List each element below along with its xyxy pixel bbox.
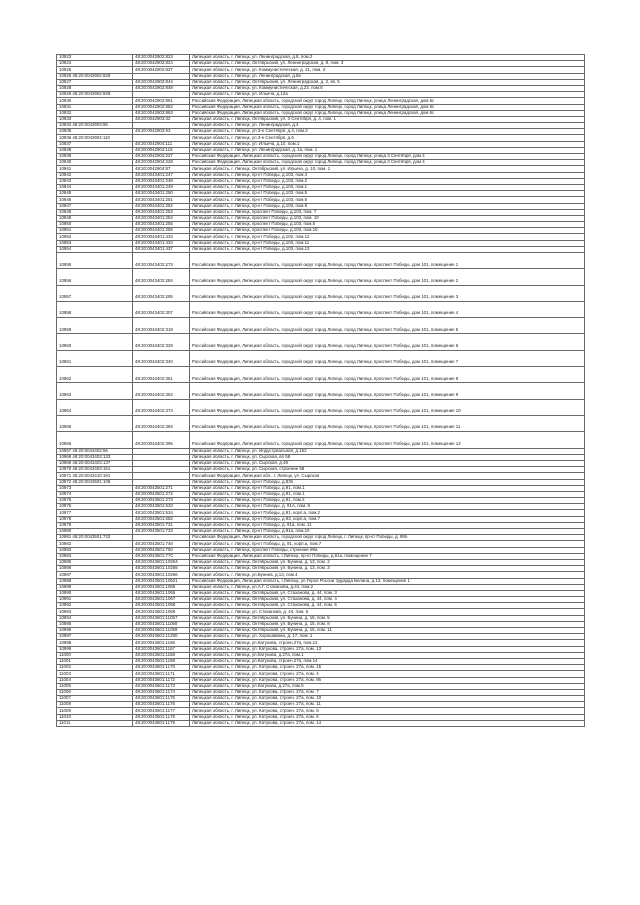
cell-id: 10971 48:20:0043410:191 (57, 473, 133, 479)
cell-id: 11001 (57, 658, 133, 664)
cell-cadastral-number: 48:20:0042904:116 (133, 147, 190, 153)
cell-cadastral-number: 48:20:0043601:1174 (133, 689, 190, 695)
cell-address: Липецкая область, г. Липецк, ул. Катукова, строен. 27а, пом. 15 (190, 665, 585, 671)
cell-id: 10929 48:20:0042902:849 (57, 92, 133, 98)
cell-cadastral-number: 48:20:0043402:340 (133, 350, 190, 366)
cell-address: Российская Федерация, Липецкая область, городской округ город Липецк, город Липецк, проспект Победы, дом 101, помещение 2 (190, 269, 585, 285)
registry-table-body (57, 55, 585, 727)
cell-id: 10987 (57, 572, 133, 578)
cell-cadastral-number: 48:20:0043401:255 (133, 222, 190, 228)
cell-address: Липецкая область, г. Липецк, Октябрьский, ул. Стаханова, д. 44, пом. 4 (190, 597, 585, 603)
table-row (57, 253, 585, 269)
cell-address: Липецкая область, г. Липецк, ул. Ленинградская, д. 1а, пом. 1 (190, 147, 585, 153)
cell-cadastral-number: 48:20:0042902:824 (133, 61, 190, 67)
cell-id: 10980 (57, 529, 133, 535)
cell-id: 10926 48:20:0042902:828 (57, 73, 133, 79)
cell-id: 10967 48:20:0043402:56 (57, 448, 133, 454)
cell-address: Липецкая область, г. Липецк, ул. Катукова, строен. 27а, пом. 10 (190, 696, 585, 702)
cell-id: 11009 (57, 708, 133, 714)
cell-cadastral-number: 48:20:0043402:373 (133, 399, 190, 415)
cell-address: Липецкая область, г. Липецк, ул. Катукова, строен. 27а, пом. 14 (190, 720, 585, 726)
cell-cadastral-number: 48:20:0043402:384 (133, 415, 190, 431)
cell-id: 11004 (57, 677, 133, 683)
cell-address: Липецкая область, г. Липецк, ул. Катукова, строен. 27а, пом. 8 (190, 708, 585, 714)
cell-address: Российская Федерация, Липецкая область, городской округ город Липецк, город Липецк, улица Ленинградская, дом 6с (190, 98, 585, 104)
cell-address: Липецкая область, г. Липецк, Октябрьский, ул. Бунина, д. 13, пом. 3 (190, 566, 585, 572)
cell-id: 10945 (57, 191, 133, 197)
cell-cadastral-number: 48:20:0043601:10621 (133, 578, 190, 584)
cell-address: Липецкая область, г. Липецк, пр-кт Победы, д. 91А, пом. 8 (190, 504, 585, 510)
cell-id: 10973 (57, 485, 133, 491)
cell-id: 10936 48:20:0042904:110 (57, 135, 133, 141)
cell-cadastral-number: 48:20:0043501:533 (133, 504, 190, 510)
cell-id: 10944 (57, 184, 133, 190)
cell-id: 10933 (57, 116, 133, 122)
cell-id: 10988 (57, 578, 133, 584)
cell-id: 10986 (57, 566, 133, 572)
cell-address: Липецкая область, г. Липецк, Октябрьский, ул. Стаханова, д. 44, пом. 5 (190, 603, 585, 609)
cell-id: 10996 (57, 628, 133, 634)
cell-cadastral-number: 48:20:0042904:227 (133, 154, 190, 160)
cell-address: Липецкая область, г. Липецк, ул.3-е Сентября, д.6 (190, 135, 585, 141)
cell-address: Липецкая область, г. Липецк, пр-кт Победы, д.91, корп.а, пом.2 (190, 510, 585, 516)
cell-id: 10949 (57, 215, 133, 221)
cell-cadastral-number: 48:20:0043601:1169 (133, 658, 190, 664)
cell-cadastral-number: 48:20:0043601:11290 (133, 634, 190, 640)
cell-cadastral-number: 48:20:0042902:863 (133, 110, 190, 116)
cell-cadastral-number: 48:20:0043601:10265 (133, 566, 190, 572)
cell-address: Липецкая область, г. Липецк, ул. Ильича, д.12а (190, 92, 585, 98)
cell-address: Липецкая область, г. Липецк, проспект Победы, строение 89а (190, 547, 585, 553)
cell-address: Российская Федерация, Липецкая область, городской округ город Липецк, город Липецк, улица 3 Сентября, дом 4 (190, 160, 585, 166)
cell-address: Липецкая область, г. Липецк, пр-кт Победы, д.102, пом.12 (190, 234, 585, 240)
cell-id: 10956 (57, 269, 133, 285)
cell-cadastral-number: 48:20:0043401:251 (133, 197, 190, 203)
cell-cadastral-number: 48:20:0042903:32 (133, 116, 190, 122)
cell-id: 10962 (57, 367, 133, 383)
cell-id: 10940 (57, 160, 133, 166)
cell-address: Липецкая область, г. Липецк, пр-кт Победы, д.91, пом.2 (190, 498, 585, 504)
cell-cadastral-number: 48:20:0043601:1175 (133, 696, 190, 702)
cell-address: Российская Федерация, Липецкая область, г.Липецк, пр-кт Победы, д.91а, помещение 7 (190, 553, 585, 559)
cell-id: 11003 (57, 671, 133, 677)
cell-address: Липецкая область, г. Липецк, пр-кт Победы, д.91, пом.1 (190, 491, 585, 497)
cell-id: 10983 (57, 547, 133, 553)
cell-address: Липецкая область, г. Липецк, проспект Победы, д.103, пом.6 (190, 222, 585, 228)
cell-address: Липецкая область, г. Липецк, пр-кт Победы, д.91а, пом.10 (190, 529, 585, 535)
cell-cadastral-number: 48:20:0043601:1068 (133, 603, 190, 609)
cell-id: 10985 (57, 559, 133, 565)
cell-cadastral-number: 48:20:0043601:11059 (133, 628, 190, 634)
cell-cadastral-number: 48:20:0043601:1173 (133, 683, 190, 689)
cell-cadastral-number: 48:20:0043601:10266 (133, 572, 190, 578)
cell-id: 10977 (57, 510, 133, 516)
cell-cadastral-number: 48:20:0043401:437 (133, 246, 190, 252)
cell-id: 10995 (57, 621, 133, 627)
cell-id: 10979 (57, 522, 133, 528)
cell-id: 11008 (57, 702, 133, 708)
cell-cadastral-number: 48:20:0043601:1171 (133, 671, 190, 677)
cell-address: Липецкая область, г. Липецк, пр-кт Победы, д.103, пом.6 (190, 197, 585, 203)
cell-cadastral-number: 48:20:0043601:1066 (133, 590, 190, 596)
cell-id: 10927 (57, 79, 133, 85)
cell-id: 10960 (57, 334, 133, 350)
cell-cadastral-number: 48:20:0043601:1179 (133, 720, 190, 726)
cell-address: Российская Федерация, Липецкая область, городской округ город Липецк, город Липецк, улица Ленинградская, дом 6с (190, 110, 585, 116)
cell-id: 10923 (57, 55, 133, 61)
cell-id: 10961 (57, 350, 133, 366)
cell-id: 10957 (57, 285, 133, 301)
cell-id: 10939 (57, 154, 133, 160)
cell-address: Липецкая область, г. Липецк, ул. Коммунистическая, д.23, пом.6 (190, 85, 585, 91)
cell-id: 10925 (57, 67, 133, 73)
cell-id: 11007 (57, 696, 133, 702)
cell-cadastral-number: 48:20:0043401:247 (133, 172, 190, 178)
cell-id: 11011 (57, 720, 133, 726)
table-row (57, 269, 585, 285)
cell-address: Липецкая область, г. Липецк, ул.Катукова, строен.27а, пом.12 (190, 640, 585, 646)
cell-id: 11010 (57, 714, 133, 720)
cell-id: 10959 (57, 318, 133, 334)
cell-cadastral-number: 48:20:0042904:228 (133, 160, 190, 166)
cell-id: 10982 (57, 541, 133, 547)
cell-id: 10955 (57, 253, 133, 269)
cell-address: Российская Федерация, Липецкая область, городской округ город Липецк, город Липецк, проспект Победы, дом 101, помещение 4 (190, 301, 585, 317)
cell-cadastral-number: 48:20:0042902:844 (133, 79, 190, 85)
table-row (57, 720, 585, 726)
cell-cadastral-number: 48:20:0043401:253 (133, 209, 190, 215)
cell-id: 10935 (57, 129, 133, 135)
cell-id: 10958 (57, 301, 133, 317)
cell-cadastral-number: 48:20:0043402:307 (133, 301, 190, 317)
cell-address: Липецкая область, г. Липецк, Октябрьский, ул. Ленинградская, д. 2, кв. 5 (190, 79, 585, 85)
table-row (57, 415, 585, 431)
cell-address: Липецкая область, г. Липецк, ул. Катукова, строен. 27а, пом. 6 (190, 714, 585, 720)
cell-cadastral-number: 48:20:0043601:1067 (133, 597, 190, 603)
cell-address: Липецкая область, г. Липецк, пр-кт Победы, д.103, пом.2 (190, 178, 585, 184)
cell-address: Российская Федерация, Липецкая область, городской округ город Липецк, г. Липецк, пр-кт Победы, д. 89б (190, 535, 585, 541)
cell-cadastral-number: 48:20:0042902:862 (133, 104, 190, 110)
cell-cadastral-number: 48:20:0043501:731 (133, 522, 190, 528)
cell-cadastral-number: 48:20:0043402:284 (133, 269, 190, 285)
cell-id: 10978 (57, 516, 133, 522)
cell-address: Липецкая область, г. Липецк, проспект Победы, д.103, пом. 10 (190, 215, 585, 221)
cell-id: 10999 (57, 646, 133, 652)
cell-address: Липецкая область, г. Липецк, пр-кт Победы, д.103, пом.8 (190, 203, 585, 209)
cell-address: Липецкая область, г. Липецк, пр-кт Победы, д.83б (190, 479, 585, 485)
cell-cadastral-number: 48:20:0043402:318 (133, 318, 190, 334)
table-row (57, 318, 585, 334)
cell-cadastral-number: 48:20:0043401:256 (133, 228, 190, 234)
cell-address: Липецкая область, г. Липецк, пр-кт Победы, д.103, пом.1 (190, 184, 585, 190)
cell-address: Липецкая область, г. Липецк, ул. Катукова, строен. 27а, пом. 4 (190, 671, 585, 677)
cell-address: Липецкая область, г. Липецк, Октябрьский, ул. Ильича, д. 10, пом. 1 (190, 166, 585, 172)
cell-address: Российская Федерация, Липецкая область, городской округ город Липецк, город Липецк, проспект Победы, дом 101, помещение 5 (190, 318, 585, 334)
cell-id: 10994 (57, 615, 133, 621)
cell-id: 10963 (57, 383, 133, 399)
cell-id: 10934 48:20:0042903:86 (57, 123, 133, 129)
cell-id: 10924 (57, 61, 133, 67)
cell-address: Российская Федерация, Липецкая область, городской округ город Липецк, город Липецк, проспект Победы, дом 101, помещение 12 (190, 432, 585, 448)
cell-id: 10972 48:20:0043501:108 (57, 479, 133, 485)
table-row (57, 383, 585, 399)
registry-table (56, 54, 585, 727)
cell-cadastral-number: 48:20:0043601:1172 (133, 677, 190, 683)
table-row (57, 285, 585, 301)
cell-cadastral-number: 48:20:0043401:248 (133, 178, 190, 184)
cell-id: 10943 (57, 178, 133, 184)
cell-address: Липецкая область, г. Липецк, ул. Сырская, строение 58 (190, 467, 585, 473)
cell-cadastral-number: 48:20:0043401:254 (133, 215, 190, 221)
cell-address: Липецкая область, г. Липецк, ул. Катукова, строен. 27а, пом. 13 (190, 646, 585, 652)
cell-id: 10946 (57, 197, 133, 203)
cell-id: 10964 (57, 399, 133, 415)
cell-cadastral-number: 48:20:0042902:848 (133, 85, 190, 91)
cell-address: Липецкая область, г. Липецк, ул.3-е Сентября, д.4, пом.2 (190, 129, 585, 135)
cell-address: Липецкая область, г. Липецк, ул. Катукова, строен. 27а, пом. 7 (190, 689, 585, 695)
cell-address: Российская Федерация, Липецкая область, городской округ город Липецк, город Липецк, улица Ленинградская, дом 6с (190, 104, 585, 110)
cell-id: 11005 (57, 683, 133, 689)
cell-cadastral-number: 48:20:0042902:827 (133, 67, 190, 73)
cell-cadastral-number: 48:20:0043401:433 (133, 234, 190, 240)
cell-cadastral-number: 48:20:0042903:93 (133, 129, 190, 135)
cell-cadastral-number: 48:20:0043601:1168 (133, 652, 190, 658)
cell-address: Липецкая область, г. Липецк, пр-кт Победы, д. 91а, пом. 11 (190, 522, 585, 528)
cell-id: 10937 (57, 141, 133, 147)
cell-cadastral-number: 48:20:0043501:682 (133, 516, 190, 522)
cell-id: 10928 (57, 85, 133, 91)
cell-id: 10953 (57, 240, 133, 246)
cell-id: 10947 (57, 203, 133, 209)
cell-address: Российская Федерация, Липецкая область, городской округ город Липецк, город Липецк, проспект Победы, дом 101, помещение 1 (190, 253, 585, 269)
cell-cadastral-number: 48:20:0043501:273 (133, 498, 190, 504)
cell-address: Липецкая область, г. Липецк, ул.Катукова, д.27а, пом.1 (190, 652, 585, 658)
cell-id: 10932 (57, 110, 133, 116)
cell-cadastral-number: 48:20:0043601:1069 (133, 609, 190, 615)
cell-cadastral-number: 48:20:0043401:250 (133, 191, 190, 197)
cell-id: 10968 48:20:0043403:133 (57, 454, 133, 460)
cell-cadastral-number: 48:20:0043501:77С (133, 553, 190, 559)
cell-cadastral-number: 48:20:0043601:1166 (133, 640, 190, 646)
cell-address: Российская Федерация, Липецкая область, городской округ город Липецк, город Липецк, проспект Победы, дом 101, помещение 6 (190, 334, 585, 350)
cell-cadastral-number: 48:20:0043601:11057 (133, 615, 190, 621)
cell-id: 10993 (57, 609, 133, 615)
cell-id: 10992 (57, 603, 133, 609)
cell-address: Липецкая область, г. Липецк, ул. Катукова, строен. 27а, пом. 11 (190, 702, 585, 708)
cell-cadastral-number: 48:20:0042902:861 (133, 98, 190, 104)
cell-cadastral-number: 48:20:0043601:1170 (133, 665, 190, 671)
cell-id: 10941 (57, 166, 133, 172)
table-row (57, 432, 585, 448)
cell-address: Российская Федерация, Липецкая область, городской округ город Липецк, город Липецк, проспект Победы, дом 101, помещение 11 (190, 415, 585, 431)
cell-cadastral-number: 48:20:0043501:534 (133, 510, 190, 516)
cell-id: 10989 (57, 584, 133, 590)
cell-address: Липецкая область, г. Липецк, Октябрьский, ул. Бунина, д. 15, пом. 8 (190, 621, 585, 627)
table-row (57, 367, 585, 383)
cell-address: Липецкая область, г. Липецк, проспект Победы, д.103, пом. 7 (190, 209, 585, 215)
table-row (57, 350, 585, 366)
cell-id: 10966 (57, 432, 133, 448)
cell-cadastral-number: 48:20:0043601:1167 (133, 646, 190, 652)
cell-cadastral-number: 48:20:0043501:748 (133, 541, 190, 547)
cell-id: 10950 (57, 222, 133, 228)
cell-id: 10976 (57, 504, 133, 510)
cell-address: Липецкая область, г. Липецк, пр-кт Победы, д.91, пом.1 (190, 485, 585, 491)
cell-id: 10931 (57, 104, 133, 110)
cell-cadastral-number: 48:20:0043601:1065 (133, 584, 190, 590)
cell-address: Липецкая область, г. Липецк, ул. Сырская, вл 58 (190, 454, 585, 460)
cell-address: Российская Федерация, Липецкая обл., г. Липецк, ул. Сырская (190, 473, 585, 479)
cell-address: Липецкая область, г. Липецк, Октябрьский, ул. Бунина, д. 15, пом. 5 (190, 615, 585, 621)
cell-id: 10942 (57, 172, 133, 178)
cell-address: Липецкая область, г. Липецк, пр-кт Победы, д.93, корп.а, пом.7 (190, 516, 585, 522)
cell-cadastral-number: 48:20:0042904:87 (133, 166, 190, 172)
cell-cadastral-number: 48:20:0043601:11058 (133, 621, 190, 627)
cell-id: 10998 (57, 640, 133, 646)
cell-id: 10930 (57, 98, 133, 104)
cell-address: Липецкая область, г. Липецк, Октябрьский, ул. Стаханова, д. 44, пом. 3 (190, 590, 585, 596)
cell-cadastral-number: 48:20:0043401:249 (133, 184, 190, 190)
cell-address: Липецкая область, г. Липецк, ул.Катукова, д.27а, пом.5 (190, 683, 585, 689)
cell-cadastral-number: 48:20:0043402:295 (133, 285, 190, 301)
cell-address: Липецкая область, г. Липецк, Октябрьский, ул. Ленинградская, д. 8, пом. 3 (190, 61, 585, 67)
cell-address: Липецкая область, г. Липецк, ул. Ленинградская, д.8а (190, 73, 585, 79)
cell-id: 11000 (57, 652, 133, 658)
cell-cadastral-number: 48:20:0043601:1176 (133, 702, 190, 708)
cell-address: Липецкая область, г. Липецк, пр-кт Победы, д.103, пом.11 (190, 240, 585, 246)
cell-address: Липецкая область, г. Липецк, ул. Индустриальная, д.162 (190, 448, 585, 454)
cell-id: 10965 (57, 415, 133, 431)
cell-id: 10951 (57, 228, 133, 234)
cell-id: 10990 (57, 590, 133, 596)
cell-cadastral-number: 48:20:0043402:329 (133, 334, 190, 350)
cell-cadastral-number: 48:20:0043501:272 (133, 491, 190, 497)
cell-cadastral-number: 48:20:0043501:750 (133, 547, 190, 553)
cell-id: 10981 48:20:0043501:733 (57, 535, 133, 541)
cell-address: Липецкая область, г. Липецк, ул. Катукова, строен. 27а, пом. 9б (190, 677, 585, 683)
cell-id: 10991 (57, 597, 133, 603)
cell-address: Липецкая область, г. Липецк, пр-кт Победы, д.103, пом.5 (190, 191, 585, 197)
cell-cadastral-number: 48:20:0043501:271 (133, 485, 190, 491)
cell-address: Российская Федерация, Липецкая область, городской округ город Липецк, город Липецк, проспект Победы, дом 101, помещение 10 (190, 399, 585, 415)
cell-address: Липецкая область, г. Липецк, ул. Стаханова, д. 44, пом. 6 (190, 609, 585, 615)
cell-address: Липецкая область, г. Липецк, пр-кт Победы, д.103, пом.13 (190, 246, 585, 252)
cell-id: 10975 (57, 498, 133, 504)
cell-address: Российская Федерация, Липецкая область, городской округ город Липецк, город Липецк, улица 3 Сентября, дом 4 (190, 154, 585, 160)
cell-address: Липецкая область, г. Липецк, Октябрьский, ул. Бунина, д. 15, пом. 11 (190, 628, 585, 634)
table-row (57, 399, 585, 415)
cell-id: 10969 48:20:0043403:137 (57, 460, 133, 466)
cell-address: Липецкая область, г. Липецк, Октябрьский, ул. 3 Сентября, д. 4, пом. 1 (190, 116, 585, 122)
table-row (57, 334, 585, 350)
cell-address: Липецкая область, г. Липецк, ул. Сырская, д.49 (190, 460, 585, 466)
cell-address: Липецкая область, г. Липецк, Октябрьский, ул. Бунина, д. 13, пом. 2 (190, 559, 585, 565)
cell-address: Российская Федерация, Липецкая область, городской округ город Липецк, город Липецк, проспект Победы, дом 101, помещение 9 (190, 383, 585, 399)
cell-address: Липецкая область, г. Липецк, проспект Победы, д.103, пом.10 (190, 228, 585, 234)
cell-address: Российская Федерация, Липецкая область, городской округ город Липецк, город Липецк, проспект Победы, дом 101, помещение 3 (190, 285, 585, 301)
cell-id: 11002 (57, 665, 133, 671)
cell-address: Липецкая область, г. Липецк, пр-кт Победы, д.103, пом.4 (190, 172, 585, 178)
cell-address: Российская Федерация, Липецкая область, г.Липецк, ул.Героя России Эдуарда Белана, д.13, помещение 1 (190, 578, 585, 584)
cell-cadastral-number: 48:20:0043601:1178 (133, 714, 190, 720)
cell-cadastral-number: 48:20:0043601:10264 (133, 559, 190, 565)
cell-address: Липецкая область, г. Липецк, ул.А.Г. Стаханова, д.44, пом.2 (190, 584, 585, 590)
cell-address: Липецкая область, г. Липецк, ул.Катукова, строен.27а, пом.14 (190, 658, 585, 664)
cell-address: Липецкая область, г. Липецк, ул. Ильича, д.10, пом.1 (190, 141, 585, 147)
cell-id: 10984 (57, 553, 133, 559)
cell-id: 10970 48:20:0043403:151 (57, 467, 133, 473)
cell-id: 10952 (57, 234, 133, 240)
cell-cadastral-number: 48:20:0042902:823 (133, 55, 190, 61)
cell-address: Липецкая область, г. Липецк, ул. Хорошавина, д. 17, пом. 1 (190, 634, 585, 640)
cell-cadastral-number: 48:20:0043402:273 (133, 253, 190, 269)
cell-id: 10974 (57, 491, 133, 497)
cell-id: 10948 (57, 209, 133, 215)
cell-address: Липецкая область, г. Липецк, ул.Бунина, д.13, пом.4 (190, 572, 585, 578)
cell-cadastral-number: 48:20:0043601:1177 (133, 708, 190, 714)
cell-address: Российская Федерация, Липецкая область, городской округ город Липецк, город Липецк, проспект Победы, дом 101, помещение 8 (190, 367, 585, 383)
cell-cadastral-number: 48:20:0043501:733 (133, 529, 190, 535)
cell-address: Российская Федерация, Липецкая область, городской округ город Липецк, город Липецк, проспект Победы, дом 101, помещение 7 (190, 350, 585, 366)
cell-id: 10997 (57, 634, 133, 640)
cell-cadastral-number: 48:20:0043402:351 (133, 367, 190, 383)
cell-address: Липецкая область, г. Липецк, пр-кт Победы, д. 91, корп.а, пом.7 (190, 541, 585, 547)
table-row (57, 301, 585, 317)
cell-id: 10938 (57, 147, 133, 153)
cell-cadastral-number: 48:20:0043401:434 (133, 240, 190, 246)
cell-id: 11006 (57, 689, 133, 695)
cell-address: Липецкая область, г. Липецк, ул. Ленинградская, д.8, пом.2 (190, 55, 585, 61)
cell-cadastral-number: 48:20:0043401:252 (133, 203, 190, 209)
cell-address: Липецкая область, г. Липецк, ул. Коммунистическая, д. 21, пом. 3 (190, 67, 585, 73)
cell-cadastral-number: 48:20:0042904:111 (133, 141, 190, 147)
cell-cadastral-number: 48:20:0043402:395 (133, 432, 190, 448)
cell-address: Липецкая область, г. Липецк, ул. Ленинградская, д.4 (190, 123, 585, 129)
cell-id: 10954 (57, 246, 133, 252)
cell-cadastral-number: 48:20:0043402:362 (133, 383, 190, 399)
